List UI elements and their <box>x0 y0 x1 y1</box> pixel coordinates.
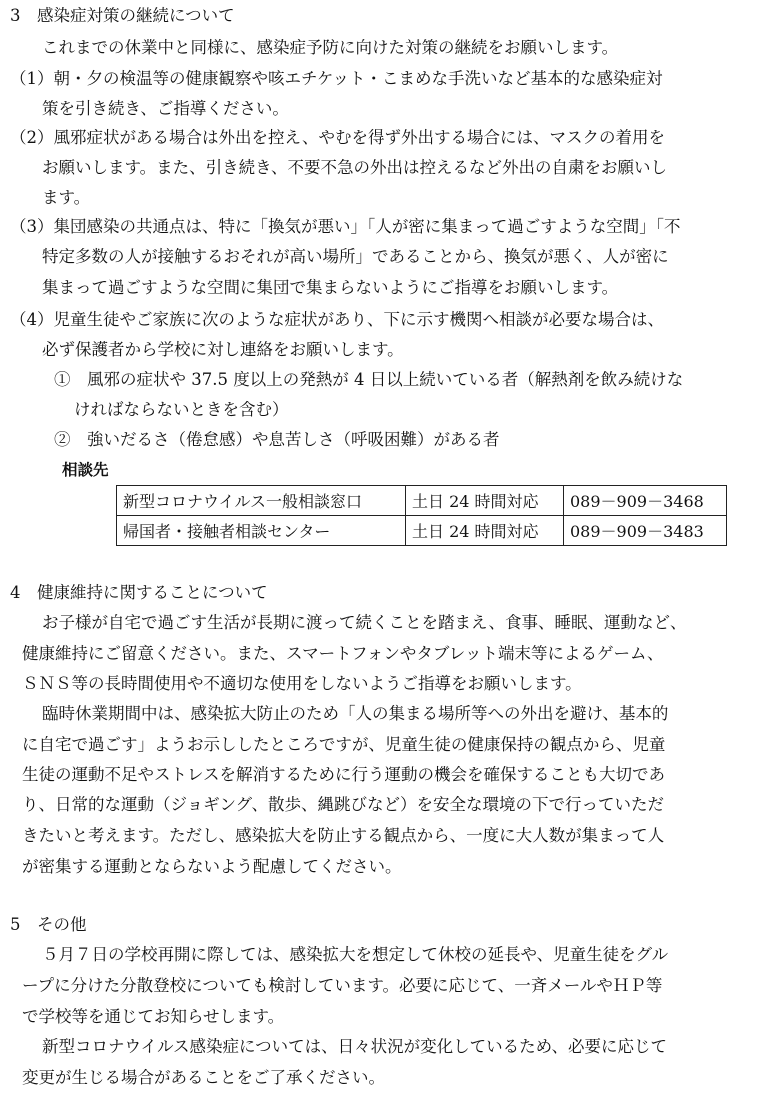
contact-table <box>116 485 727 546</box>
symptom1-line1: ① 風邪の症状や 37.5 度以上の発熱が 4 日以上続いている者（解熱剤を飲み続けな <box>54 370 684 389</box>
item2-line2: お願いします。また、引き続き、不要不急の外出は控えるなど外出の自粛をお願いし <box>42 158 668 177</box>
section5-heading: 5 その他 <box>10 915 87 934</box>
table-row <box>117 486 727 516</box>
s4-para2-line4: り、日常的な運動（ジョギング、散歩、縄跳びなど）を安全な環境の下で行っていただ <box>22 795 665 814</box>
item2-line1: （2）風邪症状がある場合は外出を控え、やむを得ず外出する場合には、マスクの着用を <box>10 128 665 147</box>
contact-hours: 土日 24 時間対応 <box>406 486 564 516</box>
item3-line3: 集まって過ごすような空間に集団で集まらないようにご指導をお願いします。 <box>42 278 619 297</box>
contact-phone: 089－909－3483 <box>564 516 727 546</box>
s5-para1-line2: ープに分けた分散登校についても検討しています。必要に応じて、一斉メールやＨＰ等 <box>22 976 663 995</box>
contact-name: 帰国者・接触者相談センター <box>117 516 406 546</box>
section3-intro: これまでの休業中と同様に、感染症予防に向けた対策の継続をお願いします。 <box>42 38 619 57</box>
item4-line1: （4）児童生徒やご家族に次のような症状があり、下に示す機関へ相談が必要な場合は、 <box>10 310 664 329</box>
s5-para2-line1: 新型コロナウイルス感染症については、日々状況が変化しているため、必要に応じて <box>42 1037 668 1056</box>
contact-phone: 089－909－3468 <box>564 486 727 516</box>
section4-heading: 4 健康維持に関することについて <box>10 583 268 602</box>
s4-para2-line6: が密集する運動とならないよう配慮してください。 <box>22 857 402 876</box>
s4-para2-line2: に自宅で過ごす」ようお示ししたところですが、児童生徒の健康保持の観点から、児童 <box>22 735 666 754</box>
table-row <box>117 516 727 546</box>
s4-para1-line1: お子様が自宅で過ごす生活が長期に渡って続くことを踏まえ、食事、睡眠、運動など、 <box>42 613 687 632</box>
symptom1-line2: ければならないときを含む） <box>74 400 289 419</box>
s5-para2-line2: 変更が生じる場合があることをご了承ください。 <box>22 1068 385 1087</box>
s4-para1-line2: 健康維持にご留意ください。また、スマートフォンやタブレット端末等によるゲーム、 <box>22 644 664 663</box>
section3-heading: 3 感染症対策の継続について <box>10 6 235 25</box>
item3-line1: （3）集団感染の共通点は、特に「換気が悪い」「人が密に集まって過ごすような空間」「不 <box>10 217 681 236</box>
s4-para2-line5: きたいと考えます。ただし、感染拡大を防止する観点から、一度に大人数が集まって人 <box>22 826 665 845</box>
s4-para2-line1: 臨時休業期間中は、感染拡大防止のため「人の集まる場所等への外出を避け、基本的 <box>42 704 669 723</box>
symptom2: ② 強いだるさ（倦怠感）や息苦しさ（呼吸困難）がある者 <box>54 430 500 449</box>
s4-para1-line3: ＳＮＳ等の長時間使用や不適切な使用をしないようご指導をお願いします。 <box>22 674 582 693</box>
s5-para1-line3: で学校等を通じてお知らせします。 <box>22 1007 285 1026</box>
item2-line3: ます。 <box>42 188 91 207</box>
item1-line2: 策を引き続き、ご指導ください。 <box>42 99 289 118</box>
contact-title: 相談先 <box>62 461 109 479</box>
item1-line1: （1）朝・夕の検温等の健康観察や咳エチケット・こまめな手洗いなど基本的な感染症対 <box>10 69 663 88</box>
item4-line2: 必ず保護者から学校に対し連絡をお願いします。 <box>42 340 404 359</box>
s5-para1-line1: ５月７日の学校再開に際しては、感染拡大を想定して休校の延長や、児童生徒をグル <box>42 945 669 964</box>
contact-hours: 土日 24 時間対応 <box>406 516 564 546</box>
s4-para2-line3: 生徒の運動不足やストレスを解消するために行う運動の機会を確保することも大切であ <box>22 765 666 784</box>
item3-line2: 特定多数の人が接触するおそれが高い場所」であることから、換気が悪く、人が密に <box>42 247 669 266</box>
contact-name: 新型コロナウイルス一般相談窓口 <box>117 486 406 516</box>
